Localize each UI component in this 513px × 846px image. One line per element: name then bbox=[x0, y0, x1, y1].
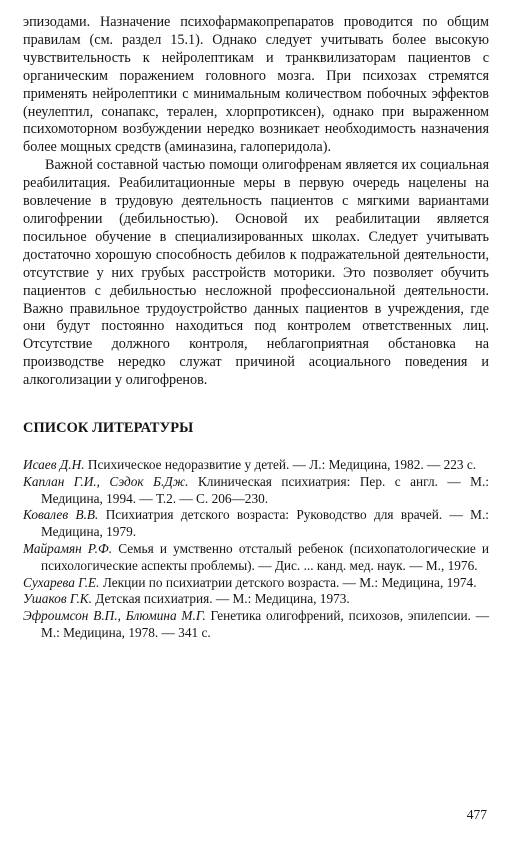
reference-item bbox=[23, 591, 489, 608]
page-number: 477 bbox=[466, 807, 487, 822]
reference-item bbox=[23, 507, 489, 541]
reference-text: Клиническая психиатрия: Пер. с англ. — М.: Медицина, 1994. — Т.2. — С. 206—230. bbox=[41, 473, 489, 506]
reference-text: Психическое недоразвитие у детей. — Л.: Медицина, 1982. — 223 с. bbox=[87, 457, 477, 473]
reference-author: Эфроимсон В.П., Блюмина М.Г. bbox=[23, 608, 206, 624]
reference-item bbox=[23, 457, 489, 474]
body-paragraph-2: Важной составной частью помощи олигофренам является их социальная реабилитация. Реабилитационные меры в первую очередь нацелены на вовлечение в трудовую деятельность пациентов с мягкими вариантами олигофрении (дебильностью). Основой их реабилитации является посильное обучение в специализированных школах. Следует учитывать достаточно хорошую способность дебилов к подражательной деятельности, отсутствие у них грубых расстройств моторики. Это позволяет обучить пациентов с дебильностью несложной профессиональной деятельности. Важно правильное трудоустройство данных пациентов в учреждения, где они будут постоянно находиться под контролем ответственных лиц. Отсутствие должного контроля, неблагоприятная обстановка на производстве нередко служат причиной асоциального поведения и алкоголизации у олигофренов. bbox=[23, 157, 489, 389]
reference-author: Ковалев В.В. bbox=[23, 507, 99, 523]
reference-text: Генетика олигофрений, психозов, эпилепсии. — М.: Медицина, 1978. — 341 с. bbox=[41, 608, 489, 640]
reference-list bbox=[23, 457, 489, 642]
reference-text: Детская психиатрия. — М.: Медицина, 1973. bbox=[95, 591, 350, 607]
reference-item bbox=[23, 608, 489, 642]
body-paragraph-1: эпизодами. Назначение психофармакопрепаратов проводится по общим правилам (см. раздел 15.1). Однако следует учитывать более высокую чувствительность к нейролептикам и транквилизаторам пациентов с органическим поражением головного мозга. При психозах стремятся применять нейролептики с минимальным количеством побочных эффектов (неулептил, сонапакс, терален, хлорпротиксен), однако при выраженном психомоторном возбуждении нередко возникает необходимость назначения более мощных средств (аминазина, галоперидола). bbox=[23, 14, 489, 156]
reference-text: Семья и умственно отсталый ребенок (психопатологические и психологические аспекты проблемы). — Дис. ... канд. мед. наук. — М., 1976. bbox=[41, 541, 489, 573]
reference-author: Ушаков Г.К. bbox=[23, 591, 92, 607]
reference-author: Исаев Д.Н. bbox=[23, 457, 85, 473]
reference-author: Майрамян Р.Ф. bbox=[23, 541, 113, 557]
reference-item bbox=[23, 541, 489, 575]
reference-author: Каплан Г.И., Сэдок Б.Дж. bbox=[23, 473, 189, 489]
reference-text: Лекции по психиатрии детского возраста. — М.: Медицина, 1974. bbox=[102, 574, 477, 590]
reference-text: Психиатрия детского возраста: Руководство для врачей. — М.: Медицина, 1979. bbox=[41, 507, 489, 540]
reference-item bbox=[23, 474, 489, 508]
reference-author: Сухарева Г.Е. bbox=[23, 574, 100, 590]
reference-item bbox=[23, 575, 489, 592]
references-heading: СПИСОК ЛИТЕРАТУРЫ bbox=[23, 420, 194, 437]
